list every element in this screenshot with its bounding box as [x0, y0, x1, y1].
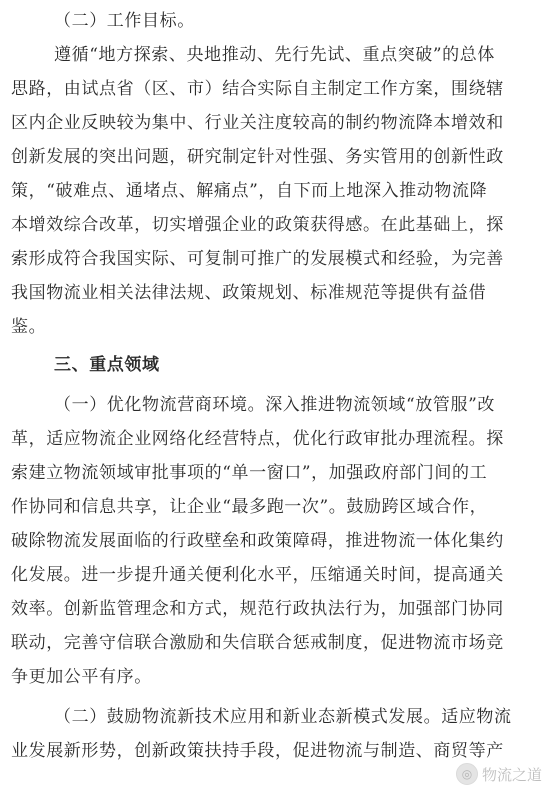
paragraph-line: 争更加公平有序。: [11, 667, 152, 687]
paragraph-line: （二）鼓励物流新技术应用和新业态新模式发展。适应物流: [54, 707, 512, 727]
watermark-text: 物流之道: [481, 765, 542, 784]
paragraph-line: 我国物流业相关法律法规、政策规划、标准规范等提供有益借: [11, 283, 487, 303]
paragraph-line: 策，“破难点、通堵点、解痛点”，自下而上地深入推动物流降: [11, 181, 488, 201]
paragraph-line: 联动，完善守信联合激励和失信联合惩戒制度，促进物流市场竞: [11, 633, 504, 653]
paragraph-line: 创新发展的突出问题，研究制定针对性强、务实管用的创新性政: [11, 147, 504, 167]
paragraph-line: 效率。创新监管理念和方式，规范行政执法行为，加强部门协同: [11, 599, 504, 619]
section-subheading: （二）工作目标。: [54, 11, 195, 31]
paragraph-line: 业发展新形势，创新政策扶持手段，促进物流与制造、商贸等产: [11, 741, 504, 761]
paragraph-line: 革，适应物流企业网络化经营特点，优化行政审批办理流程。探: [11, 429, 504, 449]
paragraph-line: 鉴。: [11, 317, 47, 337]
paragraph-line: 遵循“地方探索、央地推动、先行先试、重点突破”的总体: [54, 45, 495, 65]
watermark: [456, 763, 542, 785]
paragraph-line: 作协同和信息共享，让企业“最多跑一次”。鼓励跨区域合作，: [11, 497, 488, 517]
paragraph-line: 索建立物流领域审批事项的“单一窗口”，加强政府部门间的工: [11, 463, 488, 483]
paragraph-line: 本增效综合改革，切实增强企业的政策获得感。在此基础上，探: [11, 215, 504, 235]
paragraph-line: （一）优化物流营商环境。深入推进物流领域“放管服”改: [54, 395, 495, 415]
paragraph-line: 思路，由试点省（区、市）结合实际自主制定工作方案，围绕辖: [11, 79, 504, 99]
section-heading: 三、重点领域: [54, 355, 160, 375]
paragraph-line: 索形成符合我国实际、可复制可推广的发展模式和经验，为完善: [11, 249, 504, 269]
wechat-logo-icon: ◎: [456, 763, 478, 785]
paragraph-line: 破除物流发展面临的行政壁垒和政策障碍，推进物流一体化集约: [11, 531, 504, 551]
paragraph-line: 化发展。进一步提升通关便利化水平，压缩通关时间，提高通关: [11, 565, 504, 585]
paragraph-line: 区内企业反映较为集中、行业关注度较高的制约物流降本增效和: [11, 113, 504, 133]
